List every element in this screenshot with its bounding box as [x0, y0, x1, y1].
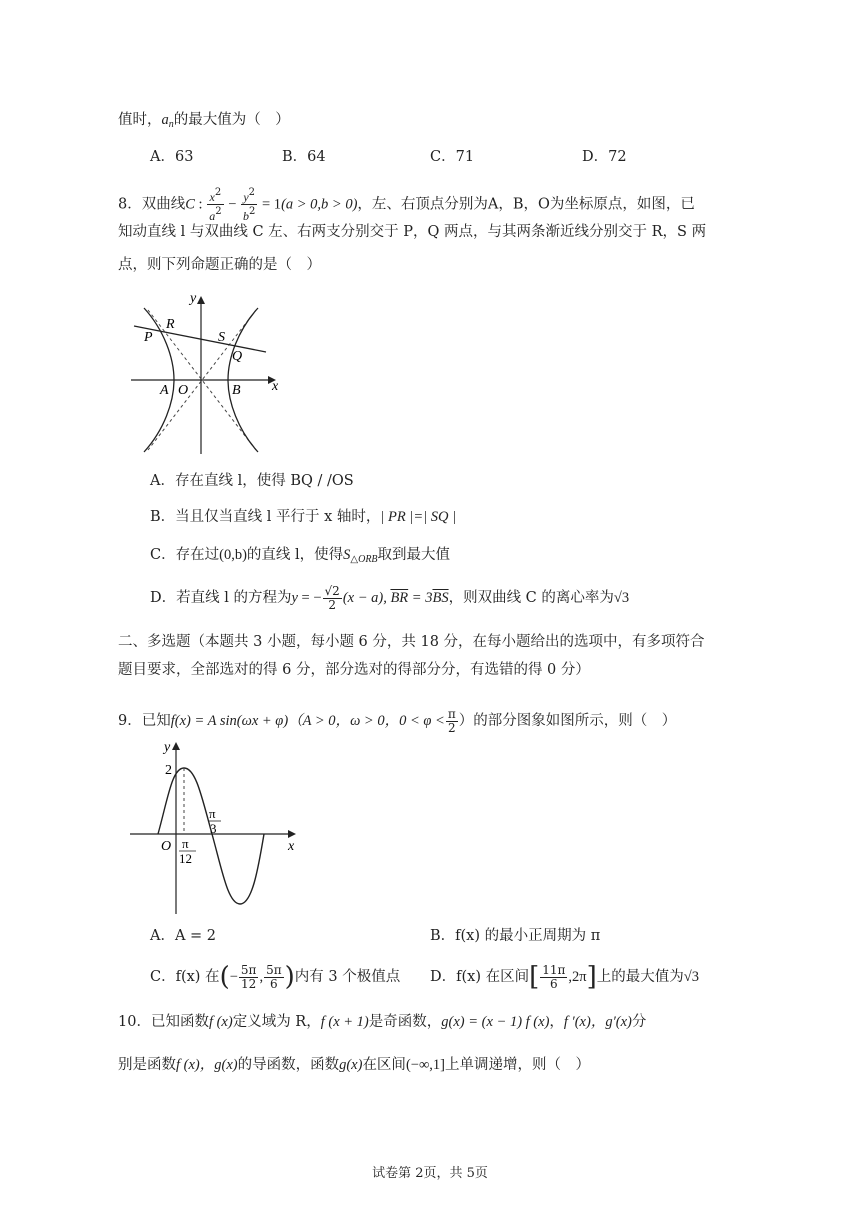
label-p: P — [144, 330, 153, 345]
q8-line1-rest: ，左、右顶点分别为A，B，O为坐标原点，如图，已 — [357, 196, 695, 213]
q8-option-d-post: ，则双曲线 C 的离心率为 — [448, 590, 614, 606]
section2-heading-line1: 二、多选题（本题共 3 小题，每小题 6 分，共 18 分，在每小题给出的选项中，有多项符合 — [118, 634, 705, 650]
q9-pre: 9．已知 — [118, 713, 171, 729]
sine-figure — [128, 738, 304, 918]
q9-option-d[interactable]: D．f(x) 在区间[ $\frac{11\pi}{6}$ ,2π]上的最大值为√3 — [430, 962, 699, 992]
y-axis-arrow — [172, 742, 180, 750]
q7-option-b[interactable]: B．64 — [282, 149, 326, 165]
q9-option-a[interactable]: A．A = 2 — [150, 928, 217, 944]
y-axis-arrow — [197, 296, 205, 304]
q8-line3: 点，则下列命题正确的是（ ） — [118, 257, 321, 273]
q7-option-a[interactable]: A．63 — [150, 149, 194, 165]
q10-line1-b: 定义域为 R， — [232, 1014, 321, 1030]
q10-line1-e: 分 — [631, 1014, 647, 1030]
q7-var: a — [161, 112, 169, 128]
q8-option-b-math: | PR |=| SQ | — [380, 509, 457, 525]
q7-prefix: 值时， — [118, 112, 162, 128]
sine-curve — [158, 768, 264, 904]
q9-cond3: 0 < φ < — [399, 713, 445, 729]
q10-line1: 10．已知函数f (x)定义域为 R，f (x + 1)是奇函数，g(x) = (x − 1) f (x)，f ′(x)，g′(x)分 — [118, 1014, 647, 1030]
label-pi-12-num: π — [182, 836, 189, 851]
label-b: B — [232, 383, 241, 398]
q9-option-c-post: 内有 3 个极值点 — [294, 969, 401, 985]
q8-option-d[interactable]: D．若直线 l 的方程为y = − $\frac{√2}{2}$ (x − a), $\overline{BR} = 3\overline{BS}$，则双曲线 C 的离心率为√3 — [150, 583, 630, 612]
q8-line2: 知动直线 l 与双曲线 C 左、右两支分别交于 P，Q 两点，与其两条渐近线分别交于 R，S 两 — [118, 224, 707, 240]
q7-tail — [118, 110, 290, 135]
section2-heading-line2: 题目要求，全部选对的得 6 分，部分选对的得部分分，有选错的得 0 分） — [118, 662, 590, 678]
q9-stem: 9．已知f(x) = A sin(ωx + φ)（A > 0，ω > 0，0 < φ < $\frac{\pi}{2}$ ）的部分图象如图所示，则（ ） — [118, 706, 677, 735]
q8-option-c-mid: 的直线 l，使得 — [246, 547, 344, 563]
label-a: A — [160, 383, 169, 398]
q7-suffix: 的最大值为（ ） — [173, 112, 290, 128]
q8-option-c-pre: C．存在过 — [150, 547, 220, 563]
q10-line2-b: 的导函数，函数 — [237, 1057, 340, 1073]
label-r: R — [166, 317, 175, 332]
label-y: y — [190, 291, 197, 306]
q10-line2-d: 上单调递增，则（ ） — [444, 1057, 590, 1073]
q8-option-c[interactable]: C．存在过(0,b)的直线 l，使得$S_{\triangle ORB}$取到最大值 — [150, 547, 451, 565]
q8-option-a[interactable]: A．存在直线 l，使得 BQ / /OS — [150, 473, 354, 489]
q10-line1-c: 是奇函数， — [368, 1014, 442, 1030]
q9-post: ）的部分图象如图所示，则（ ） — [458, 713, 677, 729]
label-o: O — [161, 839, 172, 854]
q9-option-d-pre: D．f(x) 在区间 — [430, 969, 530, 985]
hyperbola-figure — [128, 286, 288, 458]
q8-option-c-point: (0,b) — [219, 547, 247, 563]
q7-sub: n — [168, 119, 174, 130]
label-pi-3-den: 3 — [210, 821, 217, 836]
q9-cond1: （A > 0， — [288, 713, 351, 729]
x-axis-arrow — [288, 830, 296, 838]
q9-option-c-pre: C．f(x) 在 — [150, 969, 220, 985]
q9-cond2: ω > 0， — [350, 713, 400, 729]
q9-func: f(x) = A sin(ωx + φ) — [170, 713, 289, 729]
q10-line2-a: 别是函数 — [118, 1057, 176, 1073]
q7-option-c[interactable]: C．71 — [430, 149, 475, 165]
q8-condition: (a > 0,b > 0) — [281, 196, 358, 213]
q10-line1-a: 10．已知函数 — [118, 1014, 209, 1030]
label-pi-12-den: 12 — [179, 851, 192, 866]
label-y: y — [164, 740, 171, 755]
q8-line1: 8．双曲线C : $\frac{x^2}{a^2}$ − $\frac{y^2}{b^2}$ = 1(a > 0,b > 0)，左、右顶点分别为A，B，O为坐标原点，如图，已 — [118, 187, 695, 223]
label-x: x — [272, 379, 279, 394]
q9-option-c[interactable]: C．f(x) 在(− $\frac{5\pi}{12}$ , $\frac{5\pi}{6}$ )内有 3 个极值点 — [150, 962, 401, 992]
q10-line1-d: ， — [549, 1014, 564, 1030]
q8-option-d-pre: D．若直线 l 的方程为 — [150, 590, 292, 606]
q8-option-c-post: 取到最大值 — [377, 547, 451, 563]
label-s: S — [218, 330, 225, 345]
q9-option-b[interactable]: B．f(x) 的最小正周期为 π — [430, 928, 601, 944]
q10-line2: 别是函数f (x)，g(x)的导函数，函数g(x)在区间(−∞,1]上单调递增，则（ ） — [118, 1057, 590, 1073]
label-x: x — [288, 839, 295, 854]
q10-line2-c: 在区间 — [362, 1057, 406, 1073]
line-l — [134, 326, 266, 352]
label-2: 2 — [165, 763, 172, 778]
page-footer: 试卷第 2页，共 5页 — [372, 1166, 488, 1181]
q9-option-d-post: 上的最大值为 — [596, 969, 684, 985]
q8-option-b-text: B．当且仅当直线 l 平行于 x 轴时， — [150, 509, 381, 525]
q8-option-b[interactable] — [150, 507, 456, 527]
q8-number: 8．双曲线 — [118, 196, 186, 213]
label-o: O — [178, 383, 189, 398]
label-q: Q — [232, 349, 243, 364]
q7-option-d[interactable]: D．72 — [582, 149, 627, 165]
label-pi-3-num: π — [209, 806, 216, 821]
